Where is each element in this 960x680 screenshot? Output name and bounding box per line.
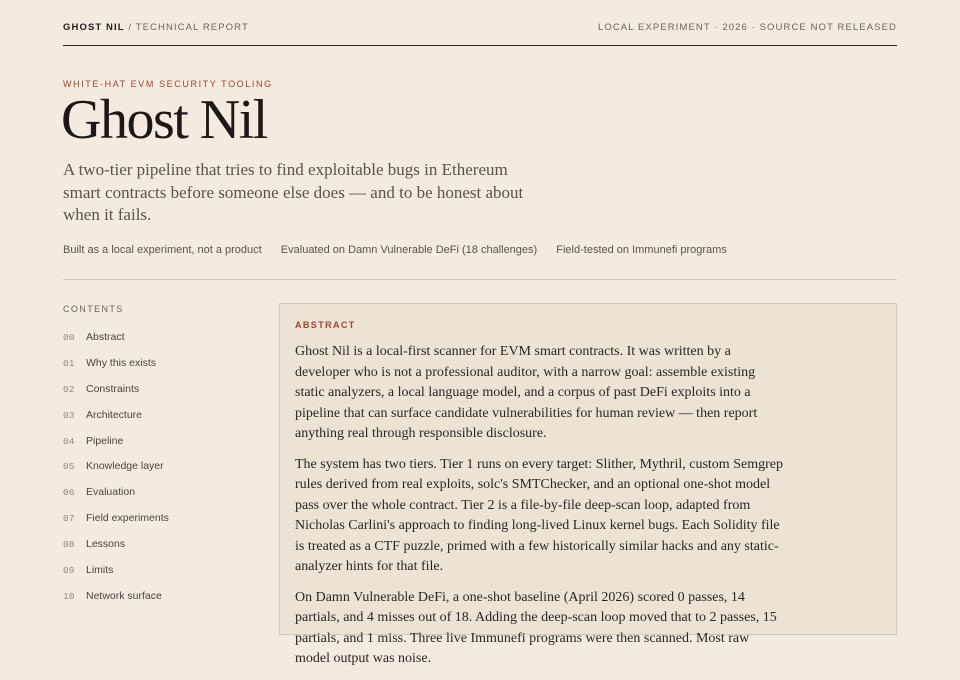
abstract-heading: ABSTRACT xyxy=(295,320,356,330)
section-divider xyxy=(63,279,897,280)
abstract-body xyxy=(295,342,785,680)
breadcrumb xyxy=(63,22,249,33)
abstract-paragraph: The system has two tiers. Tier 1 runs on every target: Slither, Mythril, custom Semgrep rules derived from real exploits, solc's SMTChecker, and an optional one-shot model pass over the whole contract. Tier 2 is a file-by-file deep-scan loop, adapted from Nicholas Carlini's approach to finding long-lived Linux kernel bugs. Each Solidity file is treated as a CTF puzzle, primed with a few historically similar hacks and any static-analyzer hints for that file. xyxy=(295,456,783,574)
toc-item-network-surface[interactable]: 10 Network surface xyxy=(63,589,162,602)
toc-item-lessons[interactable]: 08 Lessons xyxy=(63,538,126,551)
meta-item: Evaluated on Damn Vulnerable DeFi (18 challenges) xyxy=(280,244,538,256)
table-of-contents xyxy=(63,304,263,616)
meta-item: Built as a local experiment, not a product xyxy=(63,244,262,256)
contents-label: CONTENTS xyxy=(63,304,124,314)
breadcrumb-section: TECHNICAL REPORT xyxy=(135,22,249,33)
toc-item-pipeline[interactable]: 04 Pipeline xyxy=(63,434,124,447)
status-text: LOCAL EXPERIMENT · 2026 · SOURCE NOT RELEASED xyxy=(597,22,897,33)
top-bar xyxy=(63,0,897,46)
meta-row xyxy=(63,244,743,256)
abstract-paragraph: On Damn Vulnerable DeFi, a one-shot baseline (April 2026) scored 0 passes, 14 partials, and 4 misses out of 18. Adding the deep-scan loop moved that to 2 passes, 15 partials, and 1 miss. Three live Immunefi programs were then scanned. Most raw model output was noise. xyxy=(295,589,777,666)
abstract-paragraph: Ghost Nil is a local-first scanner for EVM smart contracts. It was written by a developer who is not a professional auditor, with a narrow goal: assemble existing static analyzers, a local language model, and a corpus of past DeFi exploits into a pipeline that can surface candidate vulnerabilities for human review — then report anything real through responsible disclosure. xyxy=(295,344,758,441)
toc-item-architecture[interactable]: 03 Architecture xyxy=(63,408,143,421)
toc-item-limits[interactable]: 09 Limits xyxy=(63,564,114,577)
toc-item-abstract[interactable]: 00 Abstract xyxy=(63,331,125,343)
toc-item-field-experiments[interactable]: 07 Field experiments xyxy=(63,512,169,525)
toc-item-knowledge-layer[interactable]: 05 Knowledge layer xyxy=(63,460,164,473)
eyebrow-label: WHITE-HAT EVM SECURITY TOOLING xyxy=(63,79,273,89)
lede-text: A two-tier pipeline that tries to find exploitable bugs in Ethereum smart contracts before someone else does — and to be honest about when it fails. xyxy=(63,160,524,224)
toc-item-why-this-exists[interactable]: 01 Why this exists xyxy=(63,356,157,369)
abstract-panel xyxy=(279,303,897,666)
breadcrumb-separator: / xyxy=(128,22,133,33)
brand-link[interactable]: GHOST NIL xyxy=(63,22,125,33)
meta-item: Field-tested on Immunefi programs xyxy=(556,244,727,256)
page-title: Ghost Nil xyxy=(61,89,267,151)
toc-item-constraints[interactable]: 02 Constraints xyxy=(63,382,140,395)
toc-item-evaluation[interactable]: 06 Evaluation xyxy=(63,486,136,499)
